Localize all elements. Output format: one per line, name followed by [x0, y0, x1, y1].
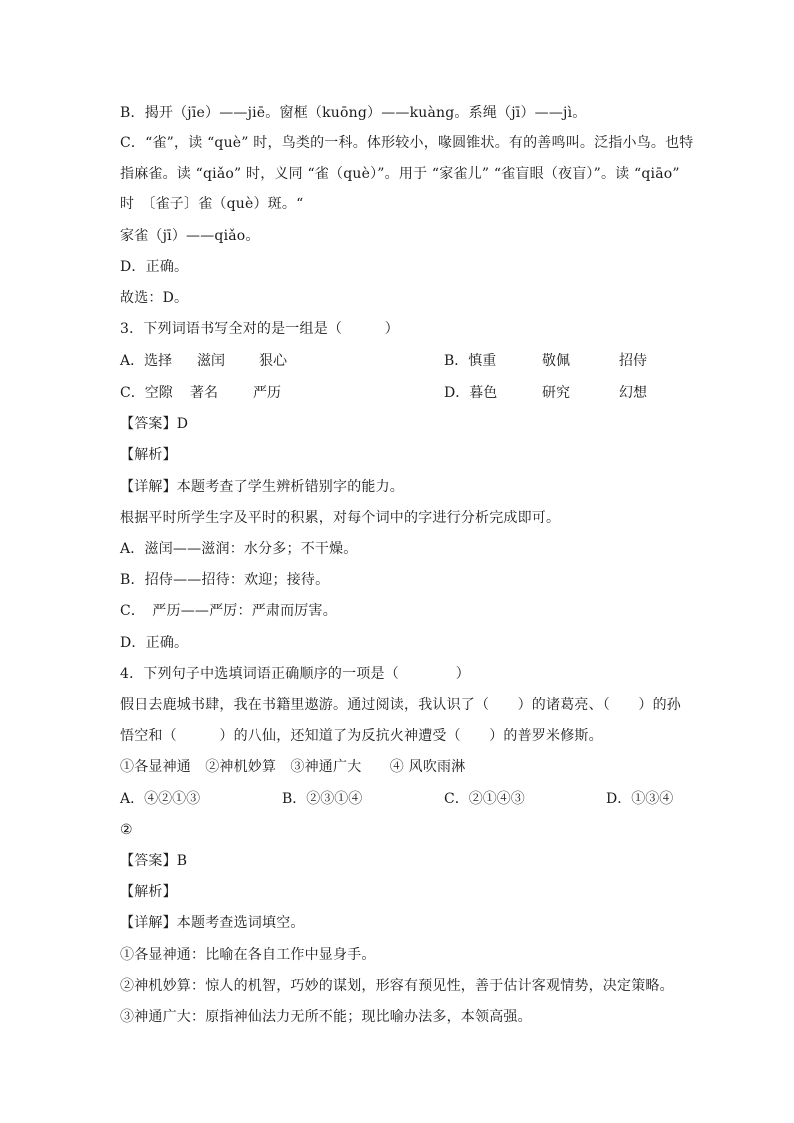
q4-option-c: C．②①④③: [444, 791, 525, 807]
q4-sentence-2: 悟空和（ ）的八仙，还知道了为反抗火神遭受（ ）的普罗米修斯。: [120, 728, 603, 744]
q3-option-c-word2: 著名: [190, 385, 218, 401]
line-c-que-2: 指麻雀。读 “qiǎo” 时，义同 “雀（què）”。用于 “家雀儿” “雀盲眼（夜盲）”。读 “qiāo”: [120, 166, 680, 182]
q3-option-a-word3: 狠心: [259, 353, 287, 369]
question-3: 3．下列词语书写全对的是一组是（ ）: [120, 321, 399, 337]
q3-option-a: A．选择: [120, 353, 173, 369]
q3-option-b-word3: 招侍: [619, 353, 647, 369]
line-c-que-1: C．“雀”，读 “què” 时，鸟类的一科。体形较小，喙圆锥状。有的善鸣叫。泛指小鸟。也特: [120, 135, 694, 151]
q4-option-a: A．④②①③: [120, 791, 201, 807]
line-b-pinyin: B．揭开（jīe）——jiē。窗框（kuōng）——kuàng。系绳（jī）——jì。: [120, 105, 587, 121]
q4-sentence-1: 假日去鹿城书肆，我在书籍里遨游。通过阅读，我认识了（ ）的诸葛亮、（ ）的孙: [120, 697, 681, 713]
q4-analysis-heading: 【解析】: [120, 884, 177, 900]
q4-detail-4: ③神通广大：原指神仙法力无所不能；现比喻办法多，本领高强。: [120, 1009, 532, 1025]
q3-option-b: B．慎重: [444, 353, 497, 369]
q3-option-c: C．空隙: [120, 385, 173, 401]
q4-option-b: B．②③①④: [282, 791, 363, 807]
q3-option-d: D．暮色: [444, 385, 498, 401]
q3-detail-c: C． 严历——严厉：严肃而厉害。: [120, 603, 337, 619]
q4-answer: 【答案】B: [120, 853, 188, 869]
q3-detail-2: 根据平时所学生字及平时的积累，对每个词中的字进行分析完成即可。: [120, 510, 561, 526]
q3-option-b-word2: 敬佩: [542, 353, 570, 369]
line-d-correct: D．正确。: [120, 259, 189, 275]
q3-answer: 【答案】D: [120, 416, 189, 432]
q3-option-d-word3: 幻想: [619, 385, 647, 401]
q3-detail-a: A．滋闰——滋润：水分多；不干燥。: [120, 541, 358, 557]
q4-option-d-wrap: ②: [120, 822, 133, 838]
q3-option-d-word2: 研究: [542, 385, 570, 401]
q4-detail-2: ①各显神通：比喻在各自工作中显身手。: [120, 947, 376, 963]
line-c-que-3: 时 〔雀子〕雀（què）斑。“: [120, 196, 304, 212]
q4-detail-1: 【详解】本题考查选词填空。: [120, 915, 305, 931]
q4-option-d: D．①③④: [606, 791, 674, 807]
q3-detail-d: D．正确。: [120, 635, 189, 651]
q4-word-list: ①各显神通 ②神机妙算 ③神通广大 ④ 风吹雨淋: [120, 759, 466, 775]
q3-option-c-word3: 严历: [253, 385, 281, 401]
q3-detail-b: B．招侍——招待：欢迎；接待。: [120, 572, 330, 588]
q3-analysis-heading: 【解析】: [120, 447, 177, 463]
q3-detail-1: 【详解】本题考查了学生辨析错别字的能力。: [120, 479, 404, 495]
line-answer-d: 故选：D。: [120, 290, 189, 306]
q3-option-a-word2: 滋闰: [197, 353, 225, 369]
question-4: 4．下列句子中选填词语正确顺序的一项是（ ）: [120, 666, 470, 682]
q4-detail-3: ②神机妙算：惊人的机智，巧妙的谋划，形容有预见性，善于估计客观情势，决定策略。: [120, 978, 674, 994]
line-jiaque: 家雀（jī）——qiǎo。: [120, 228, 260, 244]
